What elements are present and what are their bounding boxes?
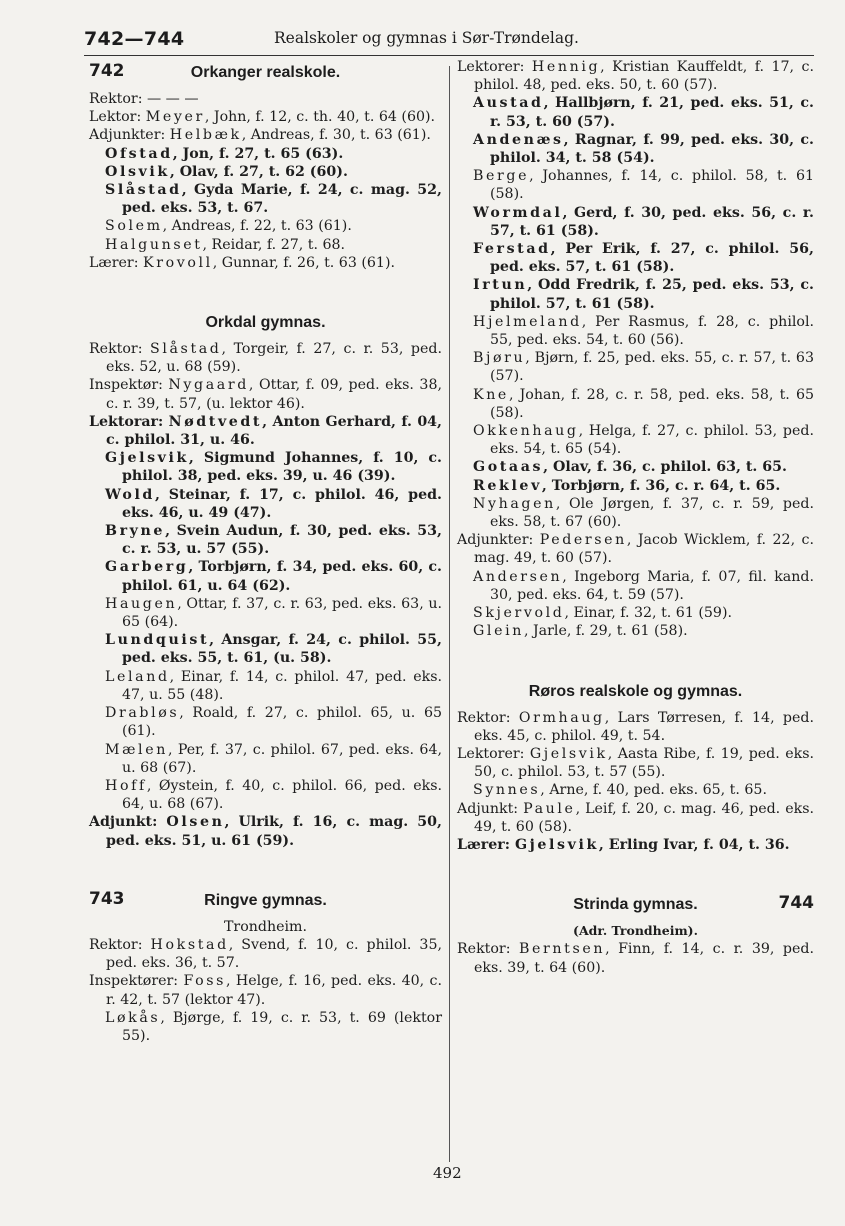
entry: Adjunkt: Paule, Leif, f. 20, c. mag. 46, ped. eks. 49, t. 60 (58). — [457, 800, 814, 835]
entry: Leland, Einar, f. 14, c. philol. 47, ped. eks. 47, u. 55 (48). — [105, 668, 442, 703]
entry: Irtun, Odd Fredrik, f. 25, ped. eks. 53, c. philol. 57, t. 61 (58). — [473, 277, 814, 312]
entry: Solem, Andreas, f. 22, t. 63 (61). — [105, 218, 352, 235]
entry: Rektor: Hokstad, Svend, f. 10, c. philol. 35, ped. eks. 36, t. 57. — [89, 936, 442, 972]
entry: Wormdal, Gerd, f. 30, ped. eks. 56, c. r. 57, t. 61 (58). — [473, 204, 814, 239]
section-heading-744 — [457, 892, 814, 916]
entry: Andersen, Ingeborg Maria, f. 07, fil. kand. 30, ped. eks. 64, t. 59 (57). — [473, 568, 814, 603]
entry: Haugen, Ottar, f. 37, c. r. 63, ped. eks. 63, u. 65 (64). — [105, 595, 442, 631]
entry: Lærer: Krovoll, Gunnar, f. 26, t. 63 (61). — [89, 254, 396, 271]
entry: Garberg, Torbjørn, f. 34, ped. eks. 60, c. philol. 61, u. 64 (62). — [105, 559, 442, 594]
entry: Rektor: — — — — [89, 91, 199, 107]
section-title: Orkanger realskole. — [190, 64, 341, 81]
section-heading-orkdal — [89, 310, 442, 334]
entry: Inspektør: Nygaard, Ottar, f. 09, ped. eks. 38, c. r. 39, t. 57, (u. lektor 46). — [89, 377, 442, 412]
entry: Wold, Steinar, f. 17, c. philol. 46, ped. eks. 46, u. 49 (47). — [105, 486, 442, 521]
left-column — [89, 58, 442, 1045]
section-number: 744 — [778, 893, 814, 914]
entry: Drabløs, Roald, f. 27, c. philol. 65, u. 65 (61). — [105, 705, 442, 740]
entry: Ofstad, Jon, f. 27, t. 65 (63). — [105, 145, 344, 162]
entry: Austad, Hallbjørn, f. 21, ped. eks. 51, c. r. 53, t. 60 (57). — [473, 95, 814, 130]
right-column — [457, 58, 814, 977]
page-number: 492 — [433, 1164, 462, 1182]
entry: Hjelmeland, Per Rasmus, f. 28, c. philol. 55, ped. eks. 54, t. 60 (56). — [473, 313, 814, 349]
section-title: Ringve gymnas. — [204, 891, 327, 909]
entry: Bjøru, Bjørn, f. 25, ped. eks. 55, c. r. 57, t. 63 (57). — [473, 350, 814, 385]
section-number: 742 — [89, 61, 125, 81]
entry: Nyhagen, Ole Jørgen, f. 37, c. r. 59, ped. eks. 58, t. 67 (60). — [473, 495, 814, 531]
entry: Reklev, Torbjørn, f. 36, c. r. 64, t. 65. — [473, 477, 781, 494]
entry: Rektor: Berntsen, Finn, f. 14, c. r. 39, ped. eks. 39, t. 64 (60). — [457, 941, 814, 976]
section-heading-roros — [457, 679, 814, 703]
entry: Kne, Johan, f. 28, c. r. 58, ped. eks. 58, t. 65 (58). — [473, 386, 814, 421]
entry: Adjunkter: Pedersen, Jacob Wicklem, f. 22, c. mag. 49, t. 60 (57). — [457, 532, 814, 567]
entry: Lærer: Gjelsvik, Erling Ivar, f. 04, t. 36. — [457, 836, 790, 853]
entry: Skjervold, Einar, f. 32, t. 61 (59). — [473, 605, 732, 622]
entry: Bryne, Svein Audun, f. 30, ped. eks. 53, c. r. 53, u. 57 (55). — [105, 523, 442, 558]
entry: Lektorer: Hennig, Kristian Kauffeldt, f. 17, c. philol. 48, ped. eks. 50, t. 60 (57). — [457, 59, 814, 94]
section-title: Røros realskole og gymnas. — [528, 682, 743, 700]
running-title: Realskoler og gymnas i Sør-Trøndelag. — [274, 29, 579, 47]
entry: Glein, Jarle, f. 29, t. 61 (58). — [473, 623, 688, 640]
page-range: 742—744 — [84, 28, 185, 50]
entry: Halgunset, Reidar, f. 27, t. 68. — [105, 236, 346, 253]
entry: Mælen, Per, f. 37, c. philol. 67, ped. eks. 64, u. 68 (67). — [105, 741, 442, 776]
entry: Gjelsvik, Sigmund Johannes, f. 10, c. philol. 38, ped. eks. 39, u. 46 (39). — [105, 450, 442, 485]
header-rule — [84, 55, 814, 56]
entry: Inspektører: Foss, Helge, f. 16, ped. eks. 40, c. r. 42, t. 57 (lektor 47). — [89, 973, 442, 1008]
entry: Lundquist, Ansgar, f. 24, c. philol. 55, ped. eks. 55, t. 61, (u. 58). — [105, 632, 442, 667]
entry: Adjunkt: Olsen, Ulrik, f. 16, c. mag. 50, ped. eks. 51, u. 61 (59). — [89, 814, 442, 849]
entry: Hoff, Øystein, f. 40, c. philol. 66, ped. eks. 64, u. 68 (67). — [105, 777, 442, 813]
entry: Rektor: Slåstad, Torgeir, f. 27, c. r. 53, ped. eks. 52, u. 68 (59). — [89, 341, 442, 376]
entry: Adjunkter: Helbæk, Andreas, f. 30, t. 63 (61). — [89, 127, 431, 144]
entry: Løkås, Bjørge, f. 19, c. r. 53, t. 69 (lektor 55). — [105, 1009, 442, 1044]
entry: Lektorar: Nødtvedt, Anton Gerhard, f. 04, c. philol. 31, u. 46. — [89, 413, 442, 449]
entry: Lektorer: Gjelsvik, Aasta Ribe, f. 19, ped. eks. 50, c. philol. 53, t. 57 (55). — [457, 745, 814, 781]
column-divider — [449, 66, 450, 1162]
section-heading-742 — [89, 60, 442, 84]
entry: Slåstad, Gyda Marie, f. 24, c. mag. 52, ped. eks. 53, t. 67. — [105, 182, 442, 217]
entry: Synnes, Arne, f. 40, ped. eks. 65, t. 65. — [473, 782, 767, 799]
entry: Ferstad, Per Erik, f. 27, c. philol. 56, ped. eks. 57, t. 61 (58). — [473, 241, 814, 276]
entry: Okkenhaug, Helga, f. 27, c. philol. 53, ped. eks. 54, t. 65 (54). — [473, 423, 814, 458]
section-address: (Adr. Trondheim). — [573, 923, 698, 939]
section-heading-743 — [89, 888, 442, 912]
entry: Andenæs, Ragnar, f. 99, ped. eks. 30, c. philol. 34, t. 58 (54). — [473, 131, 814, 167]
entry: Rektor: Ormhaug, Lars Tørresen, f. 14, ped. eks. 45, c. philol. 49, t. 54. — [457, 709, 815, 744]
page-header — [84, 26, 814, 56]
section-place: Trondheim. — [223, 918, 308, 935]
section-title: Orkdal gymnas. — [205, 314, 326, 332]
section-number: 743 — [89, 888, 125, 909]
section-title: Strinda gymnas. — [573, 896, 698, 914]
entry: Gotaas, Olav, f. 36, c. philol. 63, t. 65. — [473, 459, 787, 476]
entry: Olsvik, Olav, f. 27, t. 62 (60). — [105, 163, 348, 180]
entry: Lektor: Meyer, John, f. 12, c. th. 40, t. 64 (60). — [89, 109, 436, 126]
entry: Berge, Johannes, f. 14, c. philol. 58, t. 61 (58). — [473, 168, 814, 203]
